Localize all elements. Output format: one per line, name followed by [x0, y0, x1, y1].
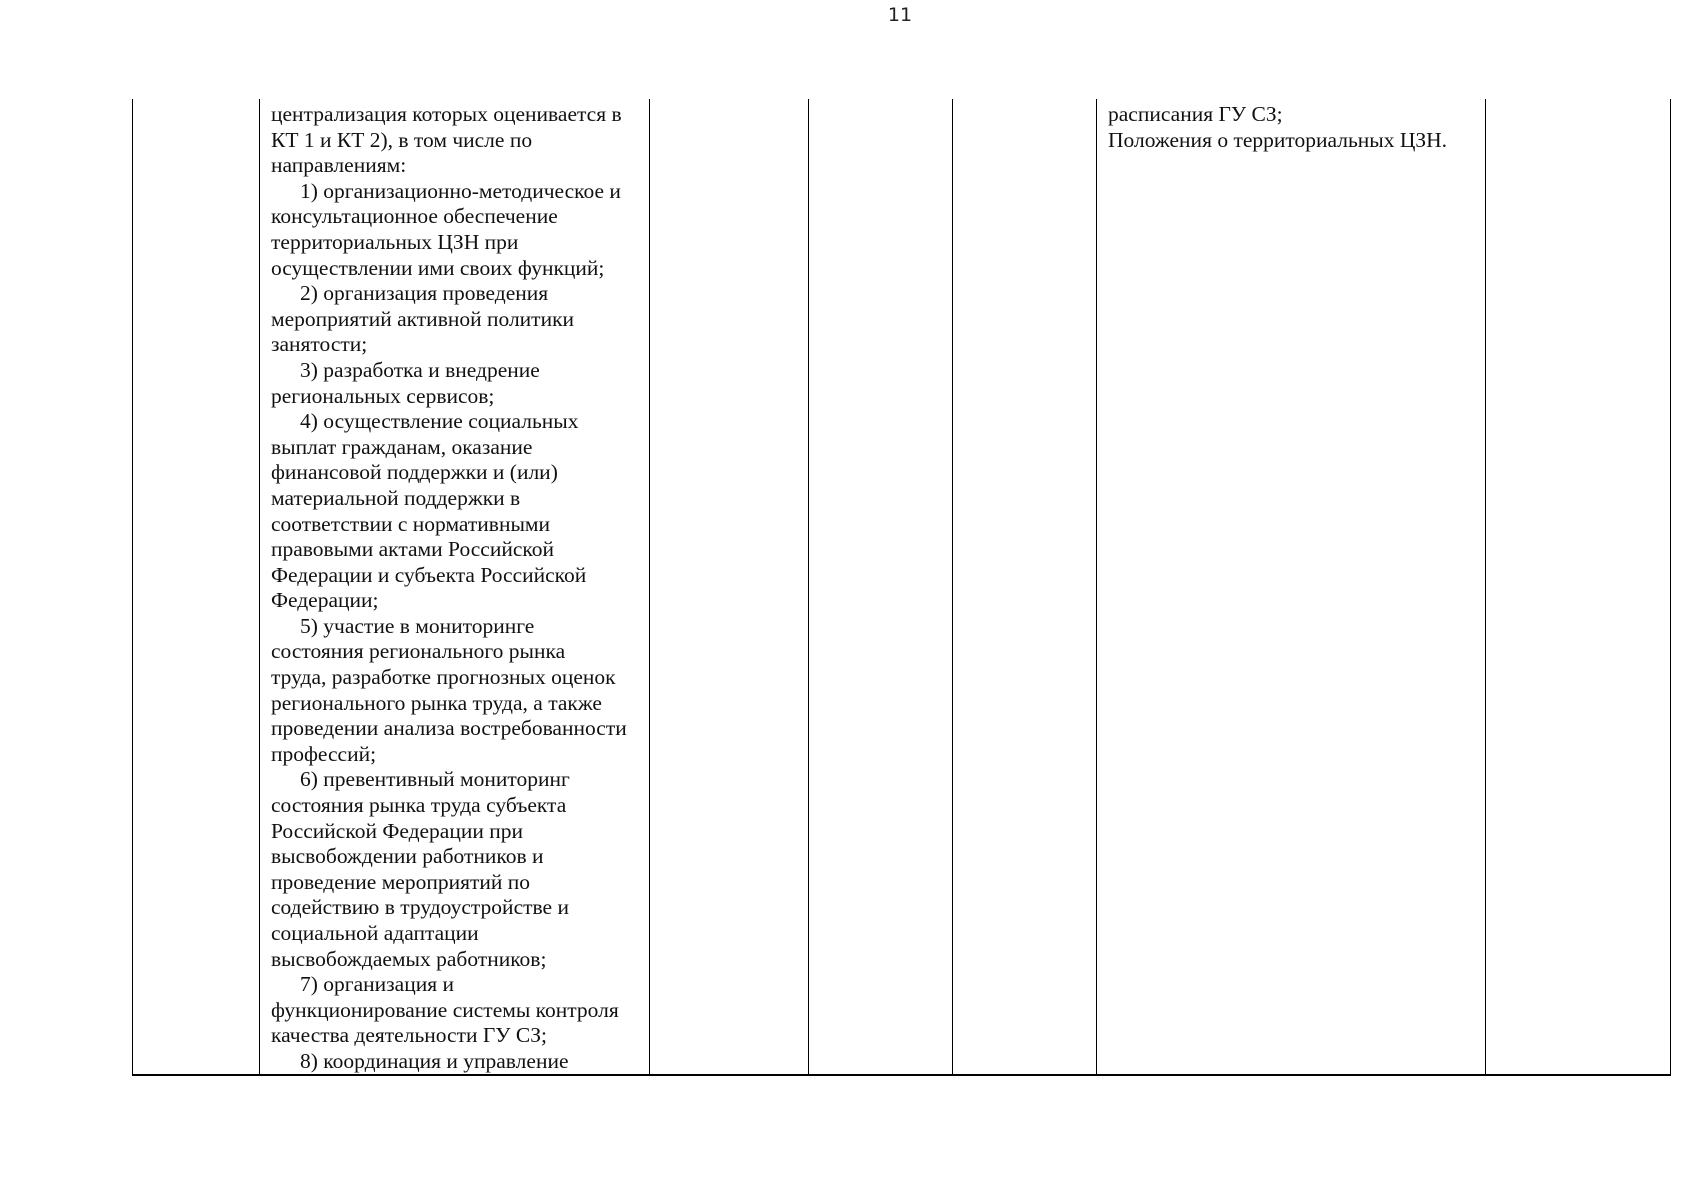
description-line: Федерации и субъекта Российской — [271, 562, 587, 587]
description-line: 5) участие в мониторинге — [300, 613, 535, 638]
description-line: социальной адаптации — [271, 921, 479, 945]
table-row — [133, 99, 1671, 1075]
description-line: качества деятельности ГУ СЗ; — [271, 1023, 547, 1048]
description-line: Федерации; — [271, 588, 379, 613]
description-line: высвобождаемых работников; — [271, 946, 547, 971]
description-line: осуществлении ими своих функций; — [271, 255, 605, 280]
description-line: мероприятий активной политики — [271, 306, 575, 331]
description-line: проведении анализа востребованности — [271, 716, 627, 741]
table-cell-documents — [1097, 99, 1486, 1075]
description-line: 4) осуществление социальных — [300, 409, 579, 434]
description-line: труда, разработке прогнозных оценок — [271, 665, 616, 690]
description-line: занятости; — [271, 332, 368, 357]
description-line: правовыми актами Российской — [271, 537, 554, 562]
description-line: направлениям: — [271, 153, 407, 178]
page-number: 11 — [887, 4, 913, 26]
description-line: 8) координация и управление — [300, 1048, 569, 1073]
description-line: Российской Федерации при — [271, 818, 524, 843]
description-line: КТ 1 и КТ 2), в том числе по — [271, 127, 533, 152]
description-text — [260, 99, 649, 1074]
table-cell-col7 — [1486, 99, 1671, 1075]
description-line: 1) организационно-методическое и — [300, 178, 621, 203]
documents-line: Положения о территориальных ЦЗН. — [1108, 127, 1448, 152]
description-line: материальной поддержки в — [271, 485, 521, 510]
document-table — [132, 99, 1671, 1076]
description-line: территориальных ЦЗН при — [271, 229, 519, 254]
description-line: консультационное обеспечение — [271, 204, 558, 229]
documents-text — [1097, 99, 1485, 1074]
description-line: централизация которых оценивается в — [271, 102, 622, 126]
description-line: 2) организация проведения — [300, 281, 549, 306]
table-cell-col4 — [809, 99, 953, 1075]
table-cell-number — [133, 99, 260, 1075]
table-cell-col5 — [953, 99, 1097, 1075]
description-line: содействию в трудоустройстве и — [271, 895, 569, 920]
description-line: финансовой поддержки и (или) — [271, 460, 558, 485]
description-line: профессий; — [271, 741, 377, 766]
description-line: 3) разработка и внедрение — [300, 357, 540, 382]
table-cell-description — [260, 99, 650, 1075]
description-line: выплат гражданам, оказание — [271, 434, 533, 459]
description-line: высвобождении работников и — [271, 844, 544, 869]
description-line: региональных сервисов; — [271, 383, 495, 408]
description-line: функционирование системы контроля — [271, 997, 619, 1022]
description-line: регионального рынка труда, а также — [271, 690, 602, 715]
documents-line: расписания ГУ СЗ; — [1108, 102, 1283, 126]
description-line: 7) организация и — [300, 972, 454, 997]
table-cell-col3 — [650, 99, 809, 1075]
description-line: проведение мероприятий по — [271, 869, 531, 894]
description-line: состояния регионального рынка — [271, 639, 566, 664]
description-line: состояния рынка труда субъекта — [271, 793, 567, 818]
description-line: соответствии с нормативными — [271, 511, 551, 536]
description-line: 6) превентивный мониторинг — [300, 767, 570, 792]
